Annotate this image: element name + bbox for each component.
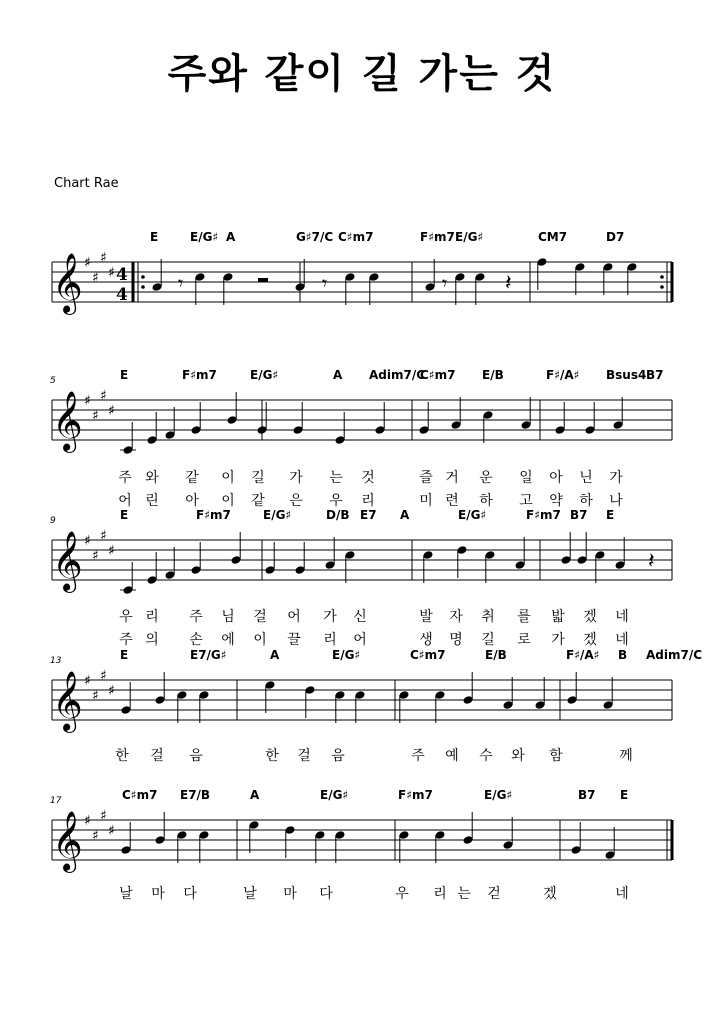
chord-symbol: E/B <box>485 648 507 662</box>
chord-symbol: Adim7/C <box>369 368 426 382</box>
lyric-syllable: 음 <box>331 748 345 764</box>
lyric-syllable: 네 <box>615 886 629 902</box>
chord-symbol: A <box>333 368 343 382</box>
sharp-accidental: ♯ <box>84 393 91 409</box>
lyric-syllable: 날 <box>119 886 133 902</box>
measure-number: 5 <box>50 376 56 386</box>
chord-symbol: C♯m7 <box>122 788 158 802</box>
sharp-accidental: ♯ <box>108 543 115 559</box>
treble-clef: 𝄞 <box>52 531 83 591</box>
lyric-syllable: 이 <box>221 470 235 486</box>
lyric-syllable: 이 <box>253 632 267 648</box>
chord-symbol: E/G♯ <box>263 508 292 522</box>
chord-symbol: C♯m7 <box>338 230 374 244</box>
lyric-syllable: 길 <box>481 632 495 648</box>
lyric-syllable: 우 <box>329 493 343 509</box>
treble-clef: 𝄞 <box>52 811 83 871</box>
lyric-syllable: 는 <box>329 470 343 486</box>
lyric-syllable: 즐 <box>419 470 433 486</box>
sharp-accidental: ♯ <box>92 408 99 424</box>
chord-symbol: E <box>606 508 615 522</box>
lyric-syllable: 아 <box>549 470 563 486</box>
song-title: 주와 같이 길 가는 것 <box>167 51 557 97</box>
lyric-syllable: 주 <box>189 609 203 625</box>
lyric-syllable: 에 <box>221 632 235 648</box>
lyric-syllable: 마 <box>283 886 297 902</box>
staff <box>0 664 724 731</box>
lyric-syllable: 걸 <box>253 609 267 625</box>
sharp-accidental: ♯ <box>100 388 107 404</box>
chord-symbol: F♯/A♯ <box>546 368 580 382</box>
sharp-accidental: ♯ <box>100 808 107 824</box>
lyric-syllable: 를 <box>517 609 531 625</box>
sharp-accidental: ♯ <box>108 683 115 699</box>
repeat-dot <box>141 285 145 289</box>
chord-symbol: F♯m7 <box>420 230 455 244</box>
lyric-syllable: 겠 <box>583 609 597 625</box>
staff <box>0 804 724 871</box>
lyric-syllable: 것 <box>361 470 375 486</box>
chord-symbol: E <box>120 648 129 662</box>
lyric-syllable: 자 <box>449 609 463 625</box>
lyric-syllable: 한 <box>265 748 279 764</box>
lyric-syllable: 가 <box>609 470 623 486</box>
chord-symbol: E7/G♯ <box>190 648 227 662</box>
lyric-syllable: 네 <box>615 609 629 625</box>
chord-symbol: E/G♯ <box>458 508 487 522</box>
lyric-syllable: 하 <box>579 493 593 509</box>
chord-symbol: B7 <box>570 508 588 522</box>
lyric-syllable: 길 <box>251 470 265 486</box>
lyric-syllable: 가 <box>551 632 565 648</box>
chord-symbol: G♯7/C <box>296 230 334 244</box>
composer-credit: Chart Rae <box>54 176 119 191</box>
chord-symbol: A <box>226 230 236 244</box>
lyric-syllable: 우 <box>395 886 409 902</box>
lyric-syllable: 약 <box>549 493 563 509</box>
sharp-accidental: ♯ <box>92 270 99 286</box>
sharp-accidental: ♯ <box>92 688 99 704</box>
lyric-syllable: 취 <box>481 609 495 625</box>
lyric-syllable: 어 <box>287 609 301 625</box>
lyric-syllable: 마 <box>151 886 165 902</box>
staff <box>0 384 724 451</box>
lyric-syllable: 나 <box>609 493 623 509</box>
chord-symbol: F♯m7 <box>196 508 231 522</box>
chord-symbol: A <box>270 648 280 662</box>
lyric-syllable: 주 <box>119 632 133 648</box>
lyric-syllable: 발 <box>419 609 433 625</box>
chord-symbol: B7 <box>646 368 664 382</box>
half-rest <box>258 278 268 282</box>
eighth-rest: 𝄾 <box>322 271 328 295</box>
lyric-syllable: 가 <box>323 609 337 625</box>
lyric-syllable: 로 <box>517 632 531 648</box>
sharp-accidental: ♯ <box>108 823 115 839</box>
chord-symbol: C♯m7 <box>410 648 446 662</box>
lyric-syllable: 예 <box>445 748 459 764</box>
sharp-accidental: ♯ <box>108 265 115 281</box>
lyric-syllable: 음 <box>189 748 203 764</box>
eighth-rest: 𝄾 <box>178 271 184 295</box>
lyric-syllable: 련 <box>445 493 459 509</box>
lyric-syllable: 은 <box>289 493 303 509</box>
chord-symbol: B7 <box>578 788 596 802</box>
lyric-syllable: 같 <box>185 470 199 486</box>
lyric-syllable: 미 <box>419 493 433 509</box>
lyric-syllable: 아 <box>185 493 199 509</box>
lyric-syllable: 밟 <box>551 609 565 625</box>
lyric-syllable: 다 <box>319 886 333 902</box>
lyric-syllable: 수 <box>479 748 493 764</box>
treble-clef: 𝄞 <box>52 253 83 313</box>
staff <box>0 524 724 591</box>
lyric-syllable: 다 <box>183 886 197 902</box>
lyric-syllable: 주 <box>118 470 132 486</box>
eighth-rest: 𝄾 <box>442 271 448 295</box>
chord-symbol: E/G♯ <box>332 648 361 662</box>
chord-symbol: B <box>618 648 628 662</box>
lyric-syllable: 같 <box>251 493 265 509</box>
lyric-syllable: 네 <box>615 632 629 648</box>
lyric-syllable: 겠 <box>543 886 557 902</box>
lyric-syllable: 어 <box>353 632 367 648</box>
lyric-syllable: 끌 <box>287 632 301 648</box>
chord-symbol: E <box>120 508 129 522</box>
lyric-syllable: 와 <box>511 748 525 764</box>
lyric-syllable: 한 <box>115 748 129 764</box>
lyric-syllable: 고 <box>519 493 533 509</box>
chord-symbol: E <box>120 368 129 382</box>
chord-symbol: A <box>250 788 260 802</box>
measure-number: 9 <box>50 516 56 526</box>
sharp-accidental: ♯ <box>84 673 91 689</box>
lyric-syllable: 일 <box>519 470 533 486</box>
chord-symbol: CM7 <box>538 230 568 244</box>
lyric-syllable: 겠 <box>583 632 597 648</box>
lyric-syllable: 명 <box>449 632 463 648</box>
sharp-accidental: ♯ <box>92 548 99 564</box>
sharp-accidental: ♯ <box>108 403 115 419</box>
treble-clef: 𝄞 <box>52 391 83 451</box>
chord-symbol: E/G♯ <box>455 230 484 244</box>
chord-symbol: F♯m7 <box>526 508 561 522</box>
lyric-syllable: 걸 <box>297 748 311 764</box>
chord-symbol: F♯m7 <box>182 368 217 382</box>
lyric-syllable: 신 <box>353 609 367 625</box>
lyric-syllable: 리 <box>361 493 375 509</box>
time-signature: 4 <box>116 285 128 305</box>
chord-symbol: E7 <box>360 508 377 522</box>
lyric-syllable: 우 <box>119 609 133 625</box>
lyric-syllable: 주 <box>411 748 425 764</box>
quarter-rest: 𝄽 <box>505 271 512 296</box>
lyric-syllable: 거 <box>445 470 459 486</box>
lyric-syllable: 걸 <box>150 748 164 764</box>
lyric-syllable: 걷 <box>487 886 501 902</box>
chord-symbol: A <box>400 508 410 522</box>
measure-number: 13 <box>50 656 62 666</box>
repeat-dot <box>660 285 664 289</box>
chord-symbol: F♯m7 <box>398 788 433 802</box>
lyric-syllable: 이 <box>221 493 235 509</box>
chord-symbol: E <box>620 788 629 802</box>
sharp-accidental: ♯ <box>92 828 99 844</box>
sharp-accidental: ♯ <box>100 528 107 544</box>
chord-symbol: Adim7/C <box>646 648 703 662</box>
chord-symbol: E/G♯ <box>320 788 349 802</box>
lyric-syllable: 리 <box>323 632 337 648</box>
lyric-syllable: 리 <box>433 886 447 902</box>
lyric-syllable: 어 <box>118 493 132 509</box>
lyric-syllable: 가 <box>289 470 303 486</box>
lyric-syllable: 손 <box>189 632 203 648</box>
lyric-syllable: 운 <box>479 470 493 486</box>
measure-number: 17 <box>50 796 62 806</box>
sharp-accidental: ♯ <box>84 533 91 549</box>
lyric-syllable: 리 <box>145 609 159 625</box>
lyric-syllable: 생 <box>419 632 433 648</box>
lyric-syllable: 의 <box>145 632 159 648</box>
chord-symbol: F♯/A♯ <box>566 648 600 662</box>
lyric-syllable: 님 <box>221 609 235 625</box>
sharp-accidental: ♯ <box>100 250 107 266</box>
lyric-syllable: 함 <box>549 748 563 764</box>
chord-symbol: E/B <box>482 368 504 382</box>
chord-symbol: C♯m7 <box>420 368 456 382</box>
lyric-syllable: 닌 <box>579 470 593 486</box>
staff <box>0 246 724 313</box>
time-signature: 4 <box>116 265 128 285</box>
lyric-syllable: 께 <box>619 748 633 764</box>
chord-symbol: E7/B <box>180 788 211 802</box>
sharp-accidental: ♯ <box>84 255 91 271</box>
lyric-syllable: 는 <box>457 886 471 902</box>
chord-symbol: E/G♯ <box>190 230 219 244</box>
chord-symbol: Bsus4 <box>606 368 647 382</box>
sharp-accidental: ♯ <box>84 813 91 829</box>
quarter-rest: 𝄽 <box>648 549 655 574</box>
repeat-dot <box>660 275 664 279</box>
sharp-accidental: ♯ <box>100 668 107 684</box>
lyric-syllable: 와 <box>145 470 159 486</box>
chord-symbol: E/G♯ <box>484 788 513 802</box>
chord-symbol: E/G♯ <box>250 368 279 382</box>
chord-symbol: D/B <box>326 508 350 522</box>
repeat-dot <box>141 275 145 279</box>
lyric-syllable: 린 <box>145 493 159 509</box>
treble-clef: 𝄞 <box>52 671 83 731</box>
chord-symbol: D7 <box>606 230 625 244</box>
chord-symbol: E <box>150 230 159 244</box>
lyric-syllable: 하 <box>479 493 493 509</box>
lyric-syllable: 날 <box>243 886 257 902</box>
